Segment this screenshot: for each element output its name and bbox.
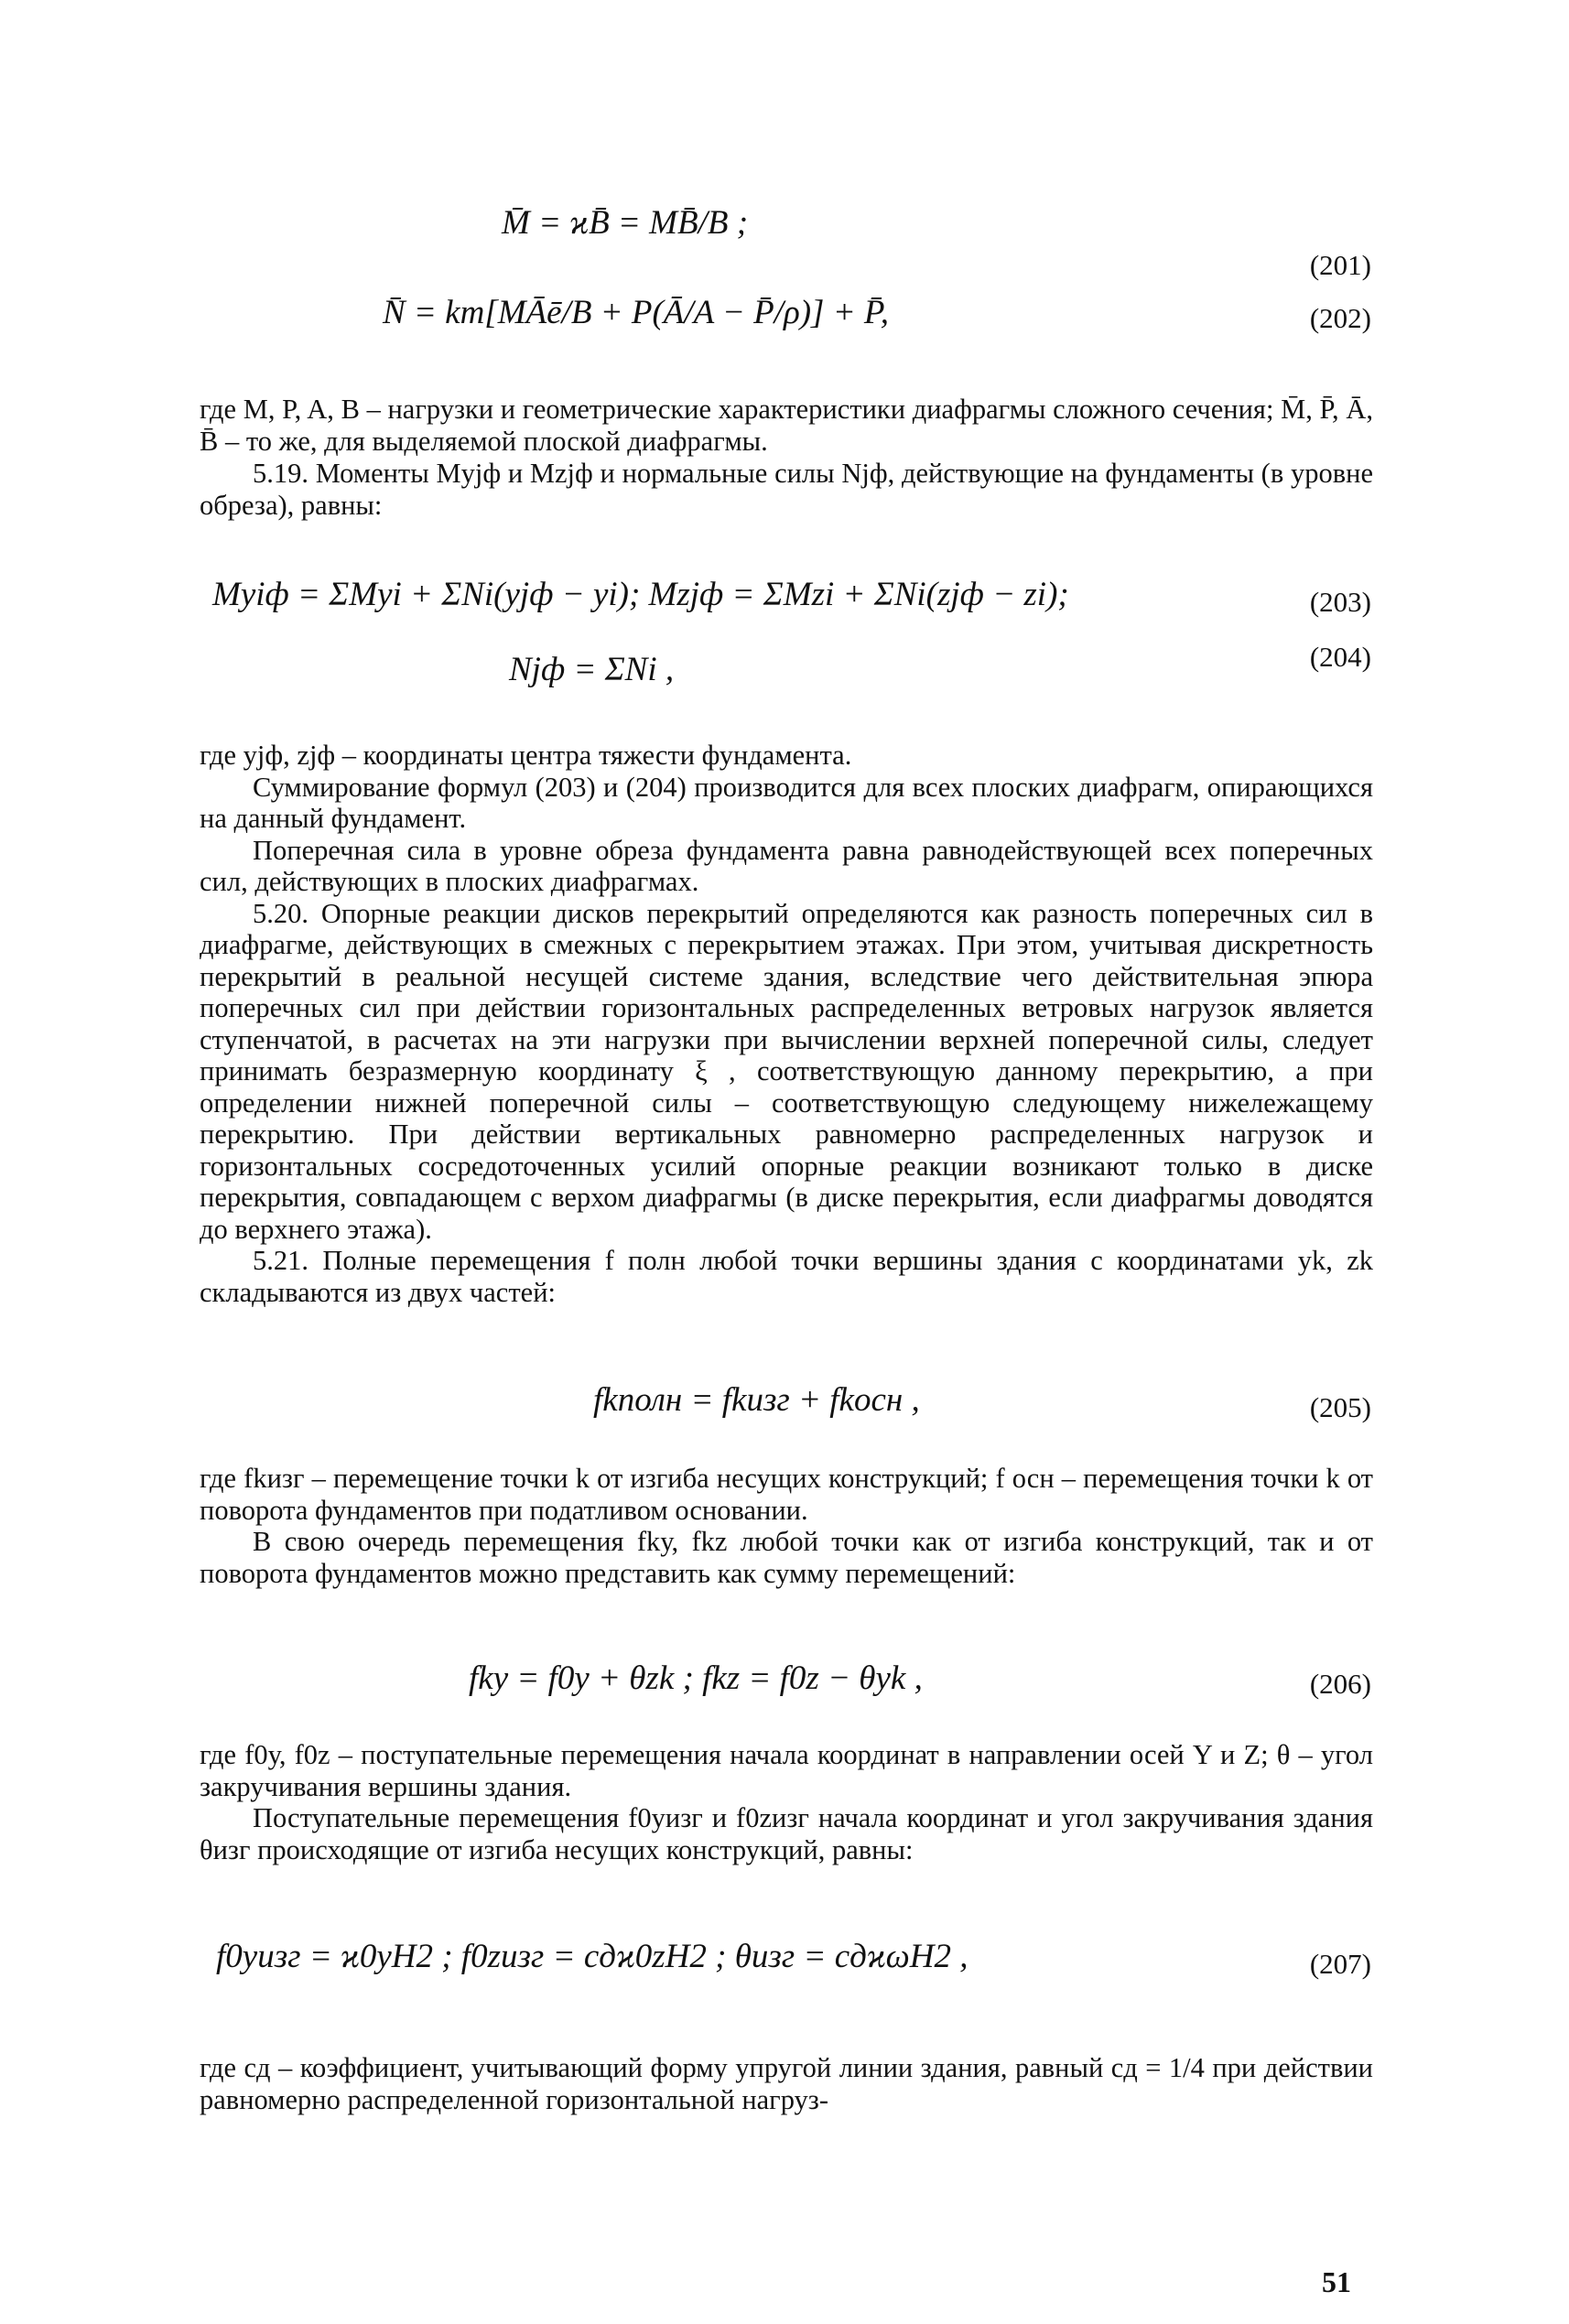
text-block-foundations: [200, 740, 1373, 1308]
paragraph-translational: где f0у, f0z – поступательные перемещения начала координат в направлении осей Y и Z; θ – угол закручивания вершины здания.: [200, 1739, 1373, 1802]
paragraph-shear-force: Поперечная сила в уровне обреза фундамента равна равнодействующей всех поперечных сил, действующих в плоских диафрагмах.: [200, 834, 1373, 897]
formula-number-203: (203): [1309, 586, 1371, 618]
paragraph-5-19: 5.19. Моменты Mуjф и Mzjф и нормальные силы Njф, действующие на фундаменты (в уровне обреза), равны:: [200, 458, 1373, 521]
text-block-translations: [200, 1739, 1373, 1865]
paragraph-coordinates: где уjф, zjф – координаты центра тяжести фундамента.: [200, 740, 852, 771]
formula-202: N̄ = kт[MĀē/B + P(Ā/A − P̄/ρ)] + P̄,: [383, 294, 889, 331]
text-block-displacements: [200, 1463, 1373, 1589]
paragraph-displacement-definition: где fkизг – перемещение точки k от изгиба несущих конструкций; f осн – перемещения точки k от поворота фундаментов при податливом основании.: [200, 1463, 1373, 1526]
paragraph-coefficient: где cд – коэффициент, учитывающий форму упругой линии здания, равный cд = 1/4 при действии равномерно распределенной горизонтальной нагруз-: [200, 2052, 1373, 2115]
paragraph-summation: Суммирование формул (203) и (204) производится для всех плоских диафрагм, опирающихся на данный фундамент.: [200, 771, 1373, 834]
paragraph-loads-definition: где M, P, A, B – нагрузки и геометрические характеристики диафрагмы сложного сечения; M̄, P̄, Ā, B̄ – то же, для выделяемой плоской диафрагмы.: [200, 394, 1373, 457]
formula-205: fkполн = fkизг + fkосн ,: [593, 1381, 920, 1419]
formula-number-206: (206): [1309, 1668, 1371, 1700]
formula-number-202: (202): [1309, 302, 1371, 334]
formula-207: f0уизг = ϰ0уH2 ; f0zизг = cдϰ0zH2 ; θизг = cдϰωH2 ,: [216, 1938, 968, 1975]
formula-number-205: (205): [1309, 1391, 1371, 1423]
formula-206: fkу = f0у + θzk ; fkz = f0z − θуk ,: [469, 1659, 923, 1697]
paragraph-displacement-sum: В свою очередь перемещения fkу, fkz любой точки как от изгиба конструкций, так и от поворота фундаментов можно представить как сумму перемещений:: [200, 1526, 1373, 1589]
paragraph-bending-translational: Поступательные перемещения f0уизг и f0zизг начала координат и угол закручивания здания θизг происходящие от изгиба несущих конструкций, равны:: [200, 1802, 1373, 1865]
paragraph-5-21: 5.21. Полные перемещения f полн любой точки вершины здания с координатами уk, zk складываются из двух частей:: [200, 1245, 1373, 1308]
formula-203: Mуiф = ΣMуi + ΣNi(уjф − уi); Mzjф = ΣMzi + ΣNi(zjф − zi);: [212, 576, 1069, 613]
formula-number-201: (201): [1309, 249, 1371, 281]
formula-number-207: (207): [1309, 1948, 1371, 1980]
page-number: 51: [1322, 2265, 1351, 2298]
formula-number-204: (204): [1309, 641, 1371, 673]
formula-204: Njф = ΣNi ,: [509, 651, 675, 688]
paragraph-5-20: 5.20. Опорные реакции дисков перекрытий определяются как разность поперечных сил в диафрагме, действующих в смежных с перекрытием этажах. При этом, учитывая дискретность перекрытий в реальной несущей системе здания, вследствие чего действительная эпюра поперечных сил при действии горизонтальных распределенных ветровых нагрузок является ступенчатой, в расчетах на эти нагрузки при вычислении верхней поперечной силы, следует принимать безразмерную координату ξ , соответствующую данному перекрытию, а при определении нижней поперечной силы – соответствующую следующему нижележащему перекрытию. При действии вертикальных равномерно распределенных нагрузок и горизонтальных сосредоточенных усилий опорные реакции возникают только в диске перекрытия, совпадающем с верхом диафрагмы (в диске перекрытия, если диафрагмы доводятся до верхнего этажа).: [200, 897, 1373, 1245]
formula-201: M̄ = ϰB̄ = MB̄/B ;: [502, 204, 749, 242]
